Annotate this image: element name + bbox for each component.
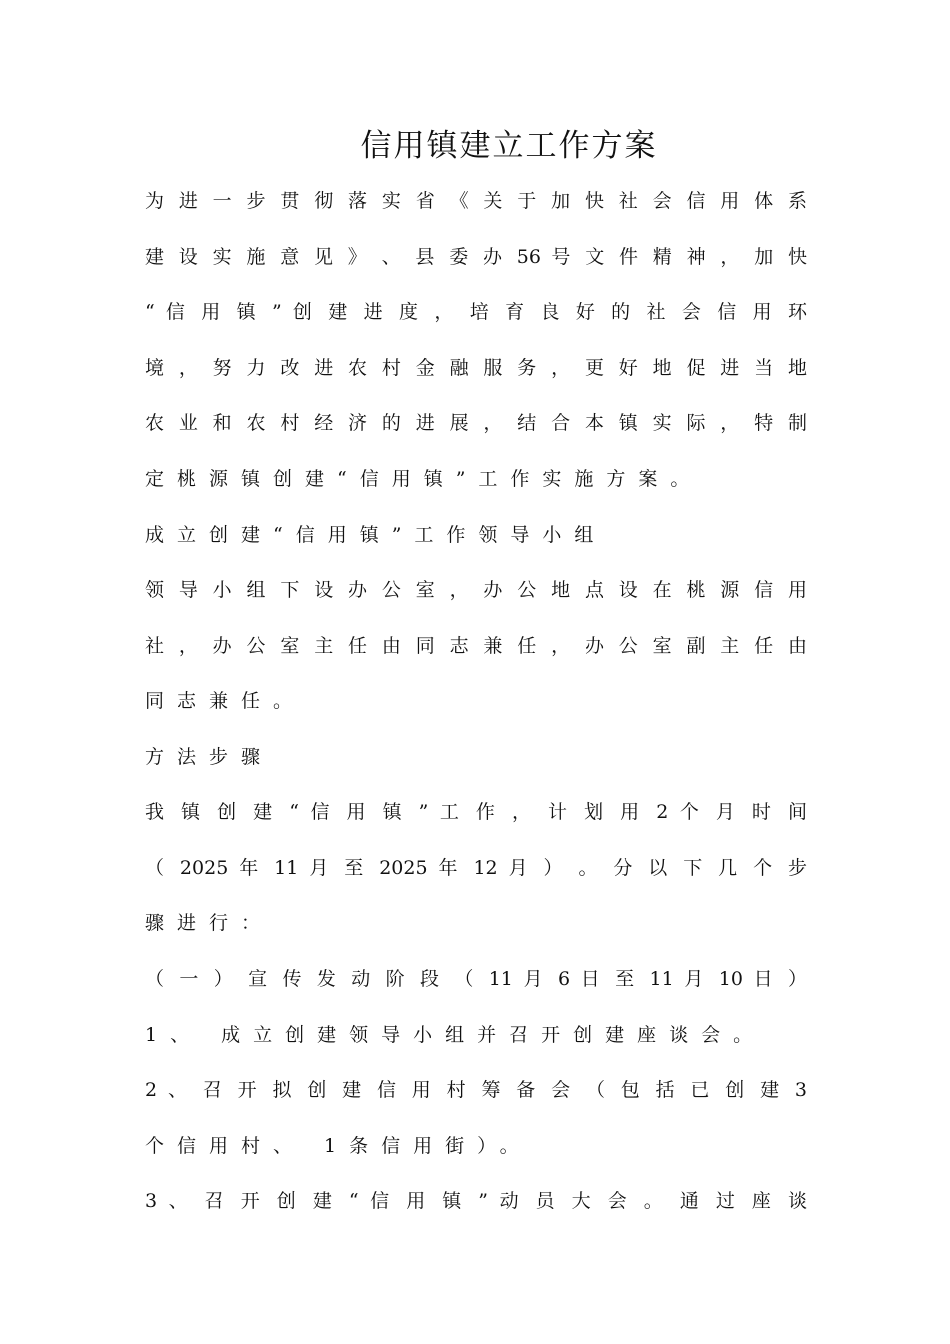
- list-item: 3 、 召 开 创 建 “ 信 用 镇 ” 动 员 大 会 。 通 过 座 谈: [145, 1190, 807, 1212]
- list-item: 2 、 召 开 拟 创 建 信 用 村 筹 备 会 （ 包 括 已 创 建 3: [145, 1079, 807, 1101]
- paragraph-line: 同志兼任。: [145, 690, 306, 712]
- paragraph-line: 社 ， 办 公 室 主 任 由 同 志 兼 任 ， 办 公 室 副 主 任 由: [145, 635, 807, 657]
- paragraph-line: （ 2025 年 11 月 至 2025 年 12 月 ） 。 分 以 下 几 个 步: [145, 857, 807, 879]
- section-heading: 方法步骤: [145, 746, 274, 768]
- paragraph-line: 境 ， 努 力 改 进 农 村 金 融 服 务 ， 更 好 地 促 进 当 地: [145, 357, 807, 379]
- paragraph-line: 建 设 实 施 意 见 》 、 县 委 办 56 号 文 件 精 神 ， 加 快: [145, 246, 807, 268]
- document-title: 信用镇建立工作方案: [360, 128, 658, 164]
- paragraph-line: 骤进行：: [145, 912, 274, 934]
- paragraph-line: 领 导 小 组 下 设 办 公 室 ， 办 公 地 点 设 在 桃 源 信 用: [145, 579, 807, 601]
- paragraph-line: 个信用村、 1条信用街）。: [145, 1135, 532, 1157]
- paragraph-line: 为 进 一 步 贯 彻 落 实 省 《 关 于 加 快 社 会 信 用 体 系: [145, 190, 807, 212]
- section-heading: 成立创建“信用镇”工作领导小组: [145, 524, 607, 546]
- paragraph-line: 我 镇 创 建 “ 信 用 镇 ” 工 作 ， 计 划 用 2 个 月 时 间: [145, 801, 807, 823]
- paragraph-line: 定桃源镇创建“信用镇”工作实施方案。: [145, 468, 703, 490]
- subsection-heading: （ 一 ） 宣 传 发 动 阶 段 （ 11 月 6 日 至 11 月 10 日 ）: [145, 968, 807, 990]
- paragraph-line: “ 信 用 镇 ” 创 建 进 度 ， 培 育 良 好 的 社 会 信 用 环: [145, 301, 807, 323]
- paragraph-line: 农 业 和 农 村 经 济 的 进 展 ， 结 合 本 镇 实 际 ， 特 制: [145, 412, 807, 434]
- list-item: 1、 成立创建领导小组并召开创建座谈会。: [145, 1024, 766, 1046]
